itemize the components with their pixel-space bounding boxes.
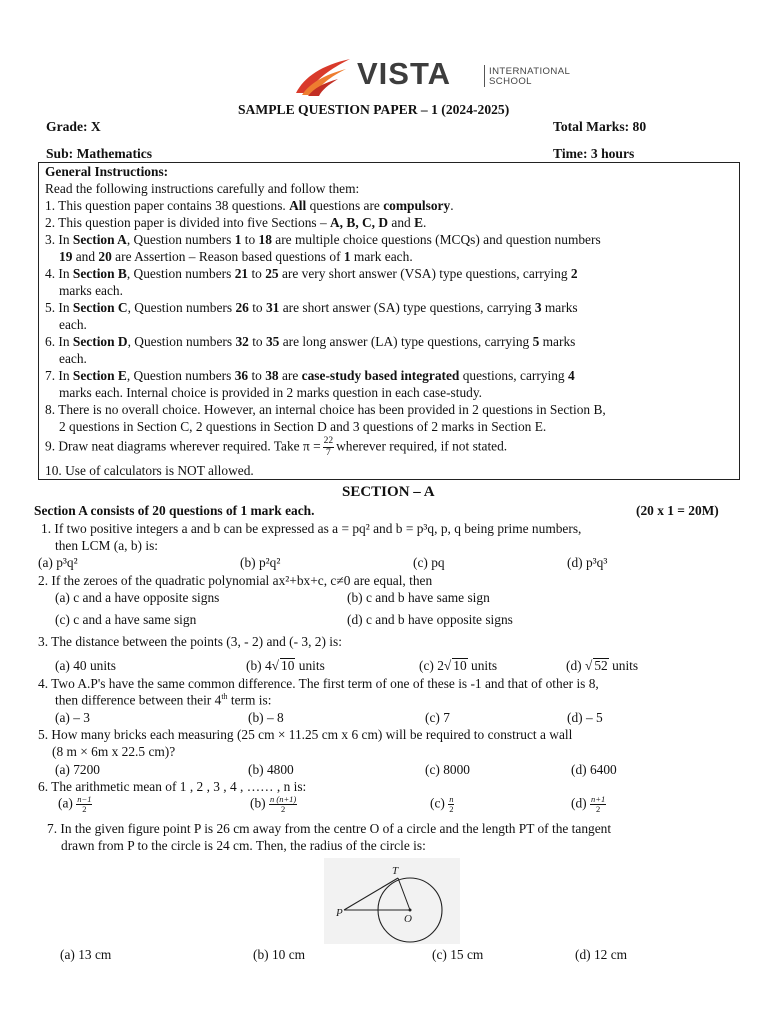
q6-option-d: (d) $\frac{n+1}{2}$ — [571, 794, 606, 814]
question-5-text: 5. How many bricks each measuring (25 cm × 11.25 cm x 6 cm) will be required to construct a wall — [38, 727, 573, 742]
instruction-5-cont: each. — [59, 317, 87, 332]
instructions-intro: Read the following instructions carefully and follow them: — [45, 181, 360, 196]
subject-label: Sub: Mathematics — [46, 146, 153, 161]
instruction-7: 7. In Section E, Question numbers 36 to 38 are case-study based integrated questions, carrying 4 — [45, 368, 575, 383]
logo-divider — [484, 65, 485, 87]
school-logo — [292, 55, 571, 97]
q1-option-c: (c) pq — [413, 555, 445, 570]
label-p: P — [336, 907, 343, 919]
question-1-text-cont: then LCM (a, b) is: — [55, 538, 159, 553]
q7-option-c: (c) 15 cm — [432, 947, 484, 962]
instruction-9: 9. Draw neat diagrams wherever required. Take π = $\frac{22}{7}$ wherever required, if not stated. — [45, 436, 508, 458]
q1-option-a: (a) p³q² — [38, 555, 78, 570]
logo-swoosh-icon — [292, 55, 354, 97]
instruction-7-cont: marks each. Internal choice is provided in 2 marks question in each case-study. — [59, 385, 483, 400]
section-title: SECTION – A — [342, 484, 435, 500]
q1-option-b: (b) p²q² — [240, 555, 281, 570]
instruction-4: 4. In Section B, Question numbers 21 to 25 are very short answer (VSA) type questions, carrying 2 — [45, 266, 578, 281]
question-1-text: 1. If two positive integers a and b can be expressed as a = pq² and b = p³q, p, q being prime numbers, — [41, 521, 582, 536]
q7-option-d: (d) 12 cm — [575, 947, 628, 962]
instruction-6: 6. In Section D, Question numbers 32 to 35 are long answer (LA) type questions, carrying 5 marks — [45, 334, 576, 349]
question-2-text: 2. If the zeroes of the quadratic polynomial ax²+bx+c, c≠0 are equal, then — [38, 573, 433, 588]
q6-option-c: (c) $\frac{n}{2}$ — [430, 794, 454, 814]
question-3-text: 3. The distance between the points (3, - 2) and (- 3, 2) is: — [38, 634, 342, 649]
q2-option-a: (a) c and a have opposite signs — [55, 590, 220, 605]
tangent-pt — [344, 878, 398, 910]
instruction-4-cont: marks each. — [59, 283, 123, 298]
radius-ot — [398, 878, 410, 910]
instruction-10: 10. Use of calculators is NOT allowed. — [45, 463, 254, 478]
q3-option-d: (d) √ 52 units — [566, 658, 639, 673]
q6-option-a: (a) $\frac{n-1}{2}$ — [58, 794, 92, 814]
q4-option-c: (c) 7 — [425, 710, 450, 725]
section-description: Section A consists of 20 questions of 1 mark each. — [34, 503, 315, 518]
q2-option-c: (c) c and a have same sign — [55, 612, 197, 627]
q1-option-d: (d) p³q³ — [567, 555, 608, 570]
question-5-text-cont: (8 m × 6m x 22.5 cm)? — [52, 744, 176, 759]
grade-label: Grade: X — [46, 119, 101, 134]
q2-option-b: (b) c and b have same sign — [347, 590, 490, 605]
q6-option-b: (b) $\frac{n (n+1)}{2}$ — [250, 794, 297, 814]
instruction-8: 8. There is no overall choice. However, an internal choice has been provided in 2 questions in Section B, — [45, 402, 606, 417]
label-o: O — [404, 913, 412, 925]
instruction-1: 1. This question paper contains 38 questions. All questions are compulsory. — [45, 198, 454, 213]
q5-option-c: (c) 8000 — [425, 762, 470, 777]
q3-option-b: (b) 4√ 10 units — [246, 658, 325, 673]
question-7-text: 7. In the given figure point P is 26 cm away from the centre O of a circle and the length PT of the tangent — [47, 821, 612, 836]
q4-option-d: (d) – 5 — [567, 710, 603, 725]
question-4-text-cont: then difference between their 4th term is: — [55, 692, 272, 708]
total-marks-label: Total Marks: 80 — [553, 119, 647, 134]
q2-option-d: (d) c and b have opposite signs — [347, 612, 513, 627]
q3-option-c: (c) 2√ 10 units — [419, 658, 498, 673]
question-6-text: 6. The arithmetic mean of 1 , 2 , 3 , 4 , …… , n is: — [38, 779, 307, 794]
label-t: T — [392, 865, 399, 877]
q4-option-a: (a) – 3 — [55, 710, 90, 725]
general-instructions-box — [38, 162, 740, 480]
instruction-8-cont: 2 questions in Section C, 2 questions in Section D and 3 questions of 2 marks in Section E. — [59, 419, 547, 434]
tangent-circle-figure — [324, 858, 460, 944]
logo-subtitle: INTERNATIONAL SCHOOL — [489, 66, 571, 87]
paper-title: SAMPLE QUESTION PAPER – 1 (2024-2025) — [238, 102, 510, 117]
question-4-text: 4. Two A.P's have the same common difference. The first term of one of these is -1 and that of other is 8, — [38, 676, 599, 691]
instruction-2: 2. This question paper is divided into five Sections – A, B, C, D and E. — [45, 215, 427, 230]
q5-option-d: (d) 6400 — [571, 762, 617, 777]
instruction-5: 5. In Section C, Question numbers 26 to 31 are short answer (SA) type questions, carrying 3 marks — [45, 300, 578, 315]
pi-fraction: $\frac{22}{7}$ — [323, 436, 334, 458]
instruction-3: 3. In Section A, Question numbers 1 to 18 are multiple choice questions (MCQs) and question numbers — [45, 232, 601, 247]
logo-wordmark: VISTA — [357, 56, 451, 91]
section-marks: (20 x 1 = 20M) — [636, 503, 719, 518]
instructions-heading: General Instructions: — [45, 164, 169, 179]
q5-option-b: (b) 4800 — [248, 762, 294, 777]
q7-option-b: (b) 10 cm — [253, 947, 306, 962]
time-label: Time: 3 hours — [553, 146, 648, 163]
instruction-3-cont: 19 and 20 are Assertion – Reason based questions of 1 mark each. — [59, 249, 413, 264]
centre-point — [409, 909, 412, 912]
q4-option-b: (b) – 8 — [248, 710, 284, 725]
circle-diagram — [324, 858, 460, 944]
q7-option-a: (a) 13 cm — [60, 947, 112, 962]
instruction-6-cont: each. — [59, 351, 87, 366]
q5-option-a: (a) 7200 — [55, 762, 100, 777]
question-7-text-cont: drawn from P to the circle is 24 cm. Then, the radius of the circle is: — [61, 838, 426, 853]
q3-option-a: (a) 40 units — [55, 658, 116, 673]
